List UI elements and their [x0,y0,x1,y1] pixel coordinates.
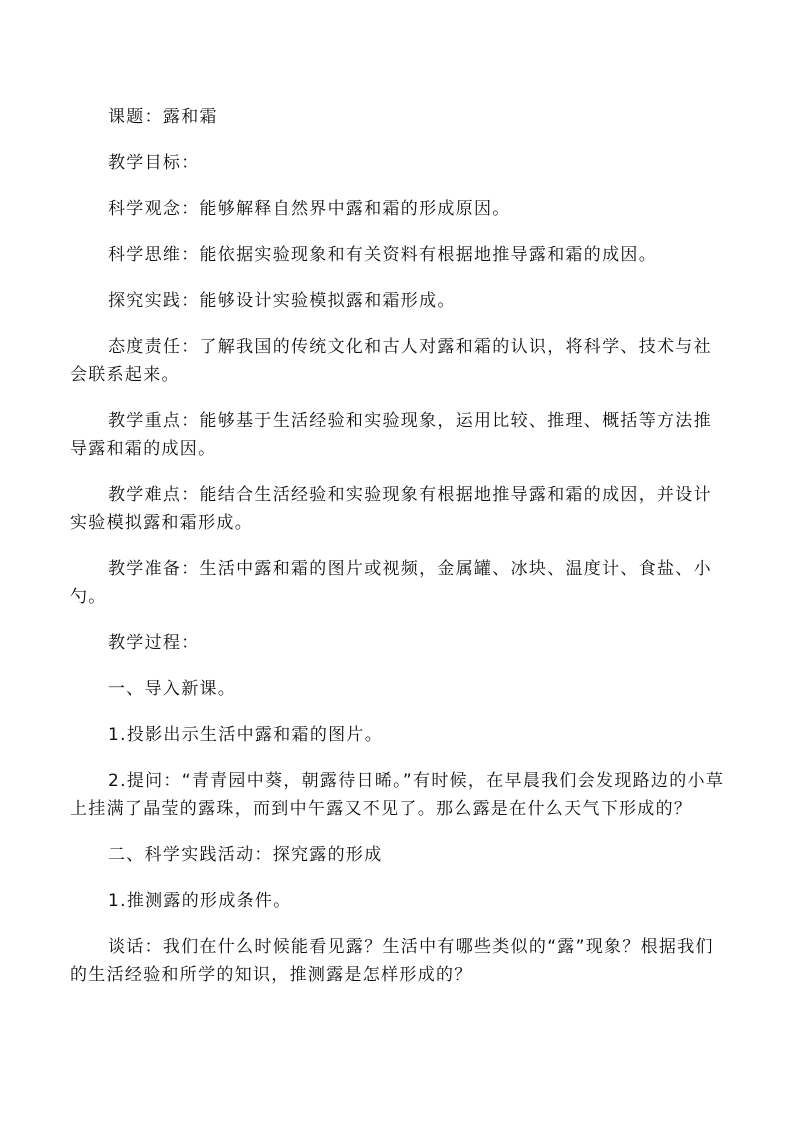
step-1-1: 1.投影出示生活中露和霜的图片。 [108,725,384,745]
document-body [70,103,730,989]
objectives-heading: 教学目标： [108,153,200,173]
key-points: 教学重点：能够基于生活经验和实验现象，运用比较、推理、概括等方法推导露和霜的成因。 [70,411,712,459]
difficulties: 教学难点：能结合生活经验和实验现象有根据地推导露和霜的成因，并设计实验模拟露和霜形成。 [70,485,712,533]
talk-prompt: 谈话：我们在什么时候能看见露？生活中有哪些类似的“露”现象？根据我们的生活经验和所学的知识，推测露是怎样形成的？ [70,937,714,985]
preparation: 教学准备：生活中露和霜的图片或视频，金属罐、冰块、温度计、食盐、小勺。 [70,559,712,607]
step-1-2: 2.提问：“青青园中葵，朝露待日晞。”有时候，在早晨我们会发现路边的小草上挂满了晶莹的露珠，而到中午露又不见了。那么露是在什么天气下形成的？ [70,771,725,819]
objective-thinking: 科学思维：能依据实验现象和有关资料有根据地推导露和霜的成因。 [108,245,657,265]
lesson-title: 课题：露和霜 [108,107,218,127]
section-2-heading: 二、科学实践活动：探究露的形成 [108,845,383,865]
objective-practice: 探究实践：能够设计实验模拟露和霜形成。 [108,291,456,311]
objective-attitude: 态度责任：了解我国的传统文化和古人对露和霜的认识，将科学、技术与社会联系起来。 [70,337,712,385]
process-heading: 教学过程： [108,633,200,653]
section-1-heading: 一、导入新课。 [108,679,237,699]
objective-concept: 科学观念：能够解释自然界中露和霜的形成原因。 [108,199,511,219]
step-2-1: 1.推测露的形成条件。 [108,891,292,911]
